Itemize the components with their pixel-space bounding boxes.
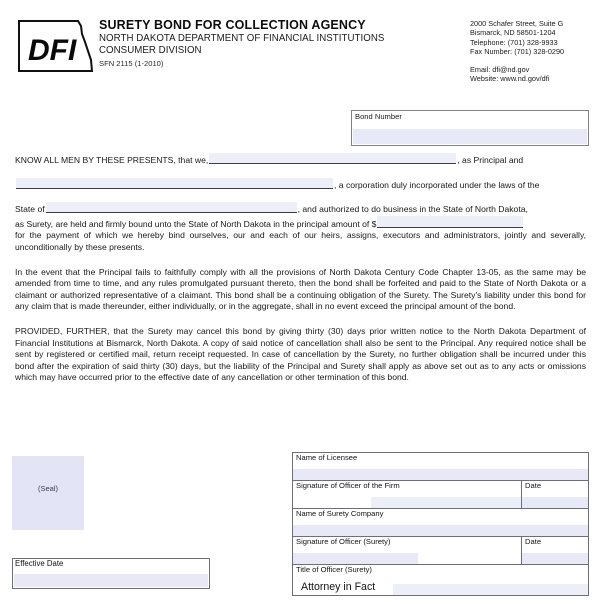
name-of-licensee-label: Name of Licensee — [296, 453, 358, 462]
bond-number-box[interactable] — [351, 110, 589, 146]
table-row — [293, 537, 588, 565]
know-all-men-line-2 — [15, 178, 586, 192]
table-row — [293, 453, 588, 481]
seal-area[interactable] — [12, 456, 84, 530]
contact-city-state-zip: Bismarck, ND 58501-1204 — [470, 28, 556, 38]
bond-number-label: Bond Number — [355, 112, 402, 121]
contact-address: 2000 Schafer Street, Suite G — [470, 19, 564, 28]
surety-name-blank[interactable] — [16, 178, 333, 189]
agency-name: NORTH DAKOTA DEPARTMENT OF FINANCIAL INSTITUTIONS — [99, 33, 385, 44]
document-header — [0, 0, 600, 100]
corporation-suffix: , a corporation duly incorporated under the laws of the — [334, 179, 540, 190]
division-name: CONSUMER DIVISION — [99, 44, 202, 56]
table-row — [293, 509, 588, 537]
line-spacer-2 — [15, 191, 586, 202]
name-of-surety-company-cell[interactable] — [293, 509, 588, 536]
signature-officer-surety-date-cell[interactable] — [521, 537, 588, 564]
signature-officer-firm-label: Signature of Officer of the Firm — [296, 481, 400, 490]
document-title: SURETY BOND FOR COLLECTION AGENCY — [99, 18, 366, 32]
paragraph-spacer-1 — [15, 254, 586, 267]
effective-date-input[interactable] — [14, 574, 208, 587]
principal-amount-blank[interactable] — [377, 216, 523, 228]
effective-date-label: Effective Date — [15, 559, 64, 568]
form-number: SFN 2115 (1-2010) — [99, 59, 164, 69]
contact-telephone: Telephone: (701) 328-9933 — [470, 37, 558, 47]
agency-contact-block — [470, 19, 600, 83]
title-of-officer-surety-value: Attorney in Fact — [301, 581, 376, 593]
signature-officer-surety-cell[interactable] — [293, 537, 521, 564]
date-input[interactable] — [522, 553, 588, 564]
body-copy — [15, 153, 586, 384]
paragraph-spacer-2 — [15, 313, 586, 326]
table-row — [293, 481, 588, 509]
authorized-suffix: , and authorized to do business in the State of North Dakota, — [297, 204, 528, 215]
signature-officer-firm-cell[interactable] — [293, 481, 521, 508]
title-of-officer-surety-label: Title of Officer (Surety) — [296, 565, 372, 574]
contact-fax: Fax Number: (701) 328-0290 — [470, 47, 565, 57]
contact-website: Website: www.nd.gov/dfi — [470, 74, 550, 84]
know-all-men-prefix: KNOW ALL MEN BY THESE PRESENTS, that we, — [15, 155, 209, 165]
bond-number-input[interactable] — [353, 129, 587, 144]
dfi-logo — [18, 20, 94, 72]
signature-officer-firm-input[interactable] — [371, 497, 521, 508]
state-of-prefix: State of — [15, 204, 45, 215]
date-label: Date — [525, 481, 542, 490]
north-dakota-outline-icon — [18, 20, 94, 72]
name-of-licensee-cell[interactable] — [293, 453, 588, 480]
principal-amount-prefix: as Surety, are held and firmly bound unto the State of North Dakota in the principal amount of $ — [15, 218, 377, 229]
effective-date-box[interactable] — [12, 558, 210, 589]
cancellation-paragraph: PROVIDED, FURTHER, that the Surety may cancel this bond by giving thirty (30) days prior written notice to the North Dakota Department of Financial Institutions at Bismarck, North Dakota. A copy of said notice of cancellation shall also be sent to the Principal. Any required notice shall be sent by registered or certified mail, return receipt requested. In case of cancellation by the Surety, no further obligation shall be incurred under this bond after the expiration of said thirty (30) days, but the liability of the Principal and Surety shall apply as above set out as to any acts or omissions which may have occurred prior to the effective date of any cancellation or other termination of this bond. — [15, 325, 586, 383]
seal-label: (Seal) — [37, 484, 58, 493]
know-all-men-line-1 — [15, 153, 586, 167]
table-row — [293, 565, 588, 596]
principal-amount-line — [15, 216, 586, 231]
signature-officer-firm-date-cell[interactable] — [521, 481, 588, 508]
signature-officer-surety-input[interactable] — [293, 553, 418, 564]
state-of-line — [15, 202, 586, 216]
principal-name-blank[interactable] — [209, 153, 456, 164]
state-of-blank[interactable] — [46, 202, 297, 213]
title-of-officer-surety-cell[interactable] — [293, 565, 588, 595]
date-label: Date — [525, 537, 542, 546]
title-of-officer-surety-input[interactable] — [393, 584, 588, 595]
signature-officer-surety-label: Signature of Officer (Surety) — [296, 537, 391, 546]
payment-clause: for the payment of which we hereby bind ourselves, our and each of our heirs, assigns, executors and administrators, jointly and severally, unconditionally by these presents. — [15, 230, 586, 252]
line-spacer-1 — [15, 167, 586, 178]
as-principal-suffix: , as Principal and — [457, 155, 524, 165]
contact-spacer — [470, 57, 600, 65]
name-of-surety-company-label: Name of Surety Company — [296, 509, 384, 518]
date-input[interactable] — [522, 497, 588, 508]
forfeiture-paragraph: In the event that the Principal fails to faithfully comply with all the provisions of North Dakota Century Code Chapter 13-05, as the same may be amended from time to time, and any rules promulgated pursuant thereto, then the bond shall be forfeited and paid to the State of North Dakota or a claimant or authorized representative of a claimant. This bond shall be a continuing obligation of the Surety. The Surety's liability under this bond for any claim that is made thereunder, either individually, or in the aggregate, shall in no event exceed the principal amount of the bond. — [15, 266, 586, 312]
title-block — [99, 18, 389, 69]
contact-email: Email: dfi@nd.gov — [470, 64, 530, 74]
signature-block — [292, 452, 589, 596]
name-of-licensee-input[interactable] — [293, 469, 588, 480]
name-of-surety-company-input[interactable] — [293, 525, 588, 536]
dfi-logo-text: DFI — [28, 34, 77, 67]
